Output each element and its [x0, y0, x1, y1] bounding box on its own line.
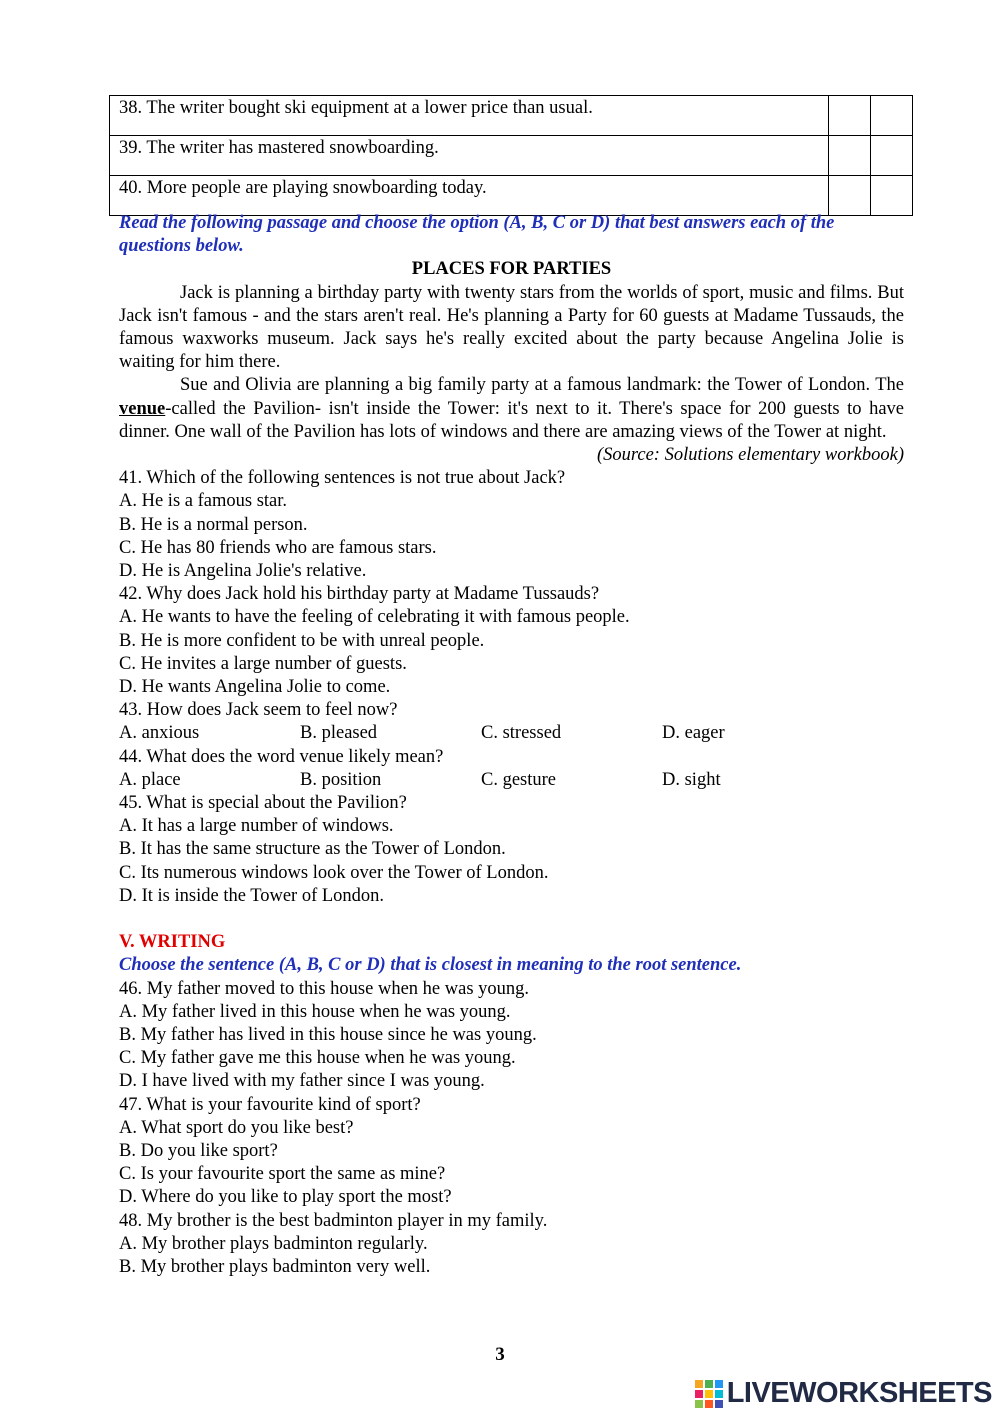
option-d[interactable]: D. Where do you like to play sport the most? — [119, 1187, 452, 1208]
option-b[interactable]: B. He is a normal person. — [119, 514, 308, 535]
false-answer-box[interactable] — [871, 96, 913, 136]
options-row — [119, 722, 904, 745]
false-answer-box[interactable] — [871, 136, 913, 176]
logo-text: LIVEWORKSHEETS — [726, 1377, 992, 1409]
statement-cell: 39. The writer has mastered snowboarding. — [110, 136, 829, 176]
question-42: 42. Why does Jack hold his birthday party at Madame Tussauds? — [119, 584, 600, 605]
question-46: 46. My father moved to this house when he was young. — [119, 978, 530, 999]
logo-icon — [695, 1380, 723, 1408]
section-heading-writing: V. WRITING — [119, 932, 226, 953]
writing-instruction: Choose the sentence (A, B, C or D) that is closest in meaning to the root sentence. — [119, 955, 742, 976]
table-row — [110, 176, 913, 216]
question-45: 45. What is special about the Pavilion? — [119, 793, 407, 814]
question-41: 41. Which of the following sentences is not true about Jack? — [119, 468, 566, 489]
option-a[interactable]: A. place — [119, 769, 181, 790]
question-47: 47. What is your favourite kind of sport? — [119, 1094, 421, 1115]
option-b[interactable]: B. My father has lived in this house since he was young. — [119, 1024, 537, 1045]
statement-cell: 38. The writer bought ski equipment at a lower price than usual. — [110, 96, 829, 136]
options-row — [119, 769, 904, 792]
option-b[interactable]: B. Do you like sport? — [119, 1140, 278, 1161]
passage-paragraph-2 — [119, 374, 904, 444]
option-a[interactable]: A. It has a large number of windows. — [119, 816, 394, 837]
option-d[interactable]: D. He is Angelina Jolie's relative. — [119, 561, 367, 582]
option-c[interactable]: C. gesture — [481, 769, 557, 790]
option-a[interactable]: A. anxious — [119, 723, 200, 744]
option-b[interactable]: B. It has the same structure as the Tower of London. — [119, 839, 506, 860]
option-c[interactable]: C. stressed — [481, 723, 562, 744]
worksheet-content — [119, 212, 904, 1279]
passage-title: PLACES FOR PARTIES — [411, 259, 612, 280]
option-b[interactable]: B. position — [300, 769, 382, 790]
paragraph-text: Sue and Olivia are planning a big family party at a famous landmark: the Tower of London. The — [180, 375, 904, 396]
option-d[interactable]: D. It is inside the Tower of London. — [119, 885, 385, 906]
option-d[interactable]: D. eager — [662, 723, 725, 744]
statement-cell: 40. More people are playing snowboarding today. — [110, 176, 829, 216]
table-row — [110, 96, 913, 136]
liveworksheets-logo[interactable] — [695, 1377, 992, 1410]
passage-source: (Source: Solutions elementary workbook) — [596, 445, 904, 466]
paragraph-text: -called the Pavilion- isn't inside the Tower: it's next to it. There's space for 200 guests to have dinner. One wall of the Pavilion has lots of windows and there are amazing views of the Tower at night. — [119, 398, 904, 442]
option-d[interactable]: D. I have lived with my father since I was young. — [119, 1071, 485, 1092]
true-answer-box[interactable] — [829, 176, 871, 216]
option-b[interactable]: B. My brother plays badminton very well. — [119, 1256, 431, 1277]
true-false-table — [109, 95, 913, 216]
option-c[interactable]: C. My father gave me this house when he was young. — [119, 1048, 516, 1069]
reading-instruction: Read the following passage and choose the option (A, B, C or D) that best answers each of the questions below. — [119, 213, 835, 257]
option-c[interactable]: C. He has 80 friends who are famous stars. — [119, 537, 437, 558]
passage-paragraph-1: Jack is planning a birthday party with twenty stars from the worlds of sport, music and films. But Jack isn't famous - and the stars aren't real. He's planning a Party for 60 guests at Madame Tussauds, the famous waxworks museum. Jack says he's really excited about the party because Angelina Jolie is waiting for him there. — [119, 282, 904, 373]
table-row — [110, 136, 913, 176]
true-answer-box[interactable] — [829, 96, 871, 136]
question-43: 43. How does Jack seem to feel now? — [119, 700, 398, 721]
page-number: 3 — [495, 1344, 505, 1365]
option-c[interactable]: C. Its numerous windows look over the Tower of London. — [119, 862, 549, 883]
option-b[interactable]: B. He is more confident to be with unreal people. — [119, 630, 485, 651]
option-a[interactable]: A. He is a famous star. — [119, 491, 288, 512]
option-a[interactable]: A. What sport do you like best? — [119, 1117, 354, 1138]
true-answer-box[interactable] — [829, 136, 871, 176]
option-c[interactable]: C. Is your favourite sport the same as mine? — [119, 1164, 446, 1185]
highlighted-word-venue: venue — [119, 398, 166, 419]
option-a[interactable]: A. My brother plays badminton regularly. — [119, 1233, 428, 1254]
question-44: 44. What does the word venue likely mean? — [119, 746, 444, 767]
option-d[interactable]: D. He wants Angelina Jolie to come. — [119, 677, 391, 698]
option-a[interactable]: A. He wants to have the feeling of celebrating it with famous people. — [119, 607, 630, 628]
false-answer-box[interactable] — [871, 176, 913, 216]
option-d[interactable]: D. sight — [662, 769, 721, 790]
question-48: 48. My brother is the best badminton player in my family. — [119, 1210, 548, 1231]
option-b[interactable]: B. pleased — [300, 723, 378, 744]
option-c[interactable]: C. He invites a large number of guests. — [119, 653, 407, 674]
option-a[interactable]: A. My father lived in this house when he was young. — [119, 1001, 511, 1022]
